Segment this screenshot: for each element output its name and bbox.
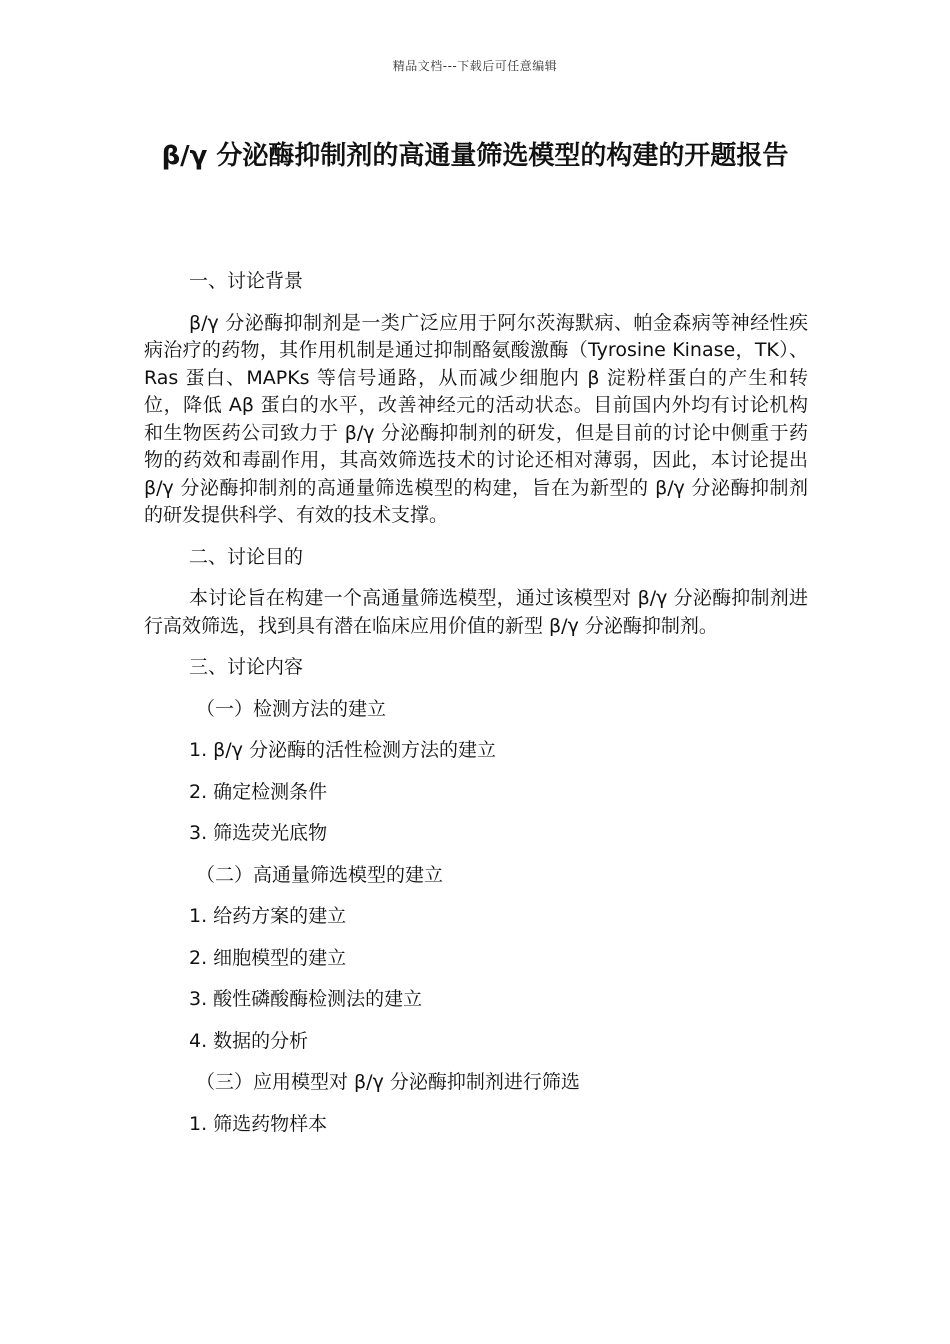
- header-note: 精品文档---下载后可任意编辑: [392, 59, 558, 73]
- section-heading-background: 一、讨论背景: [189, 270, 304, 292]
- list-item: 2. 细胞模型的建立: [189, 946, 347, 969]
- section-heading-purpose: 二、讨论目的: [189, 545, 304, 568]
- paragraph-background: β/γ 分泌酶抑制剂是一类广泛应用于阿尔茨海默病、帕金森病等神经性疾病治疗的药物，其作用机制是通过抑制酪氨酸激酶（Tyrosine Kinase，TK）、Ras 蛋白、MAPKs 等信号通路，从而减少细胞内 β 淀粉样蛋白的产生和转位，降低 Aβ 蛋白的水平，改善神经元的活动状态。目前国内外均有讨论机构和生物医药公司致力于 β/γ 分泌酶抑制剂的研发，但是目前的讨论中侧重于药物的药效和毒副作用，其高效筛选技术的讨论还相对薄弱，因此，本讨论提出 β/γ 分泌酶抑制剂的高通量筛选模型的构建，旨在为新型的 β/γ 分泌酶抑制剂的研发提供科学、有效的技术支撑。: [144, 311, 808, 526]
- document-body: [144, 268, 808, 1152]
- document-title: β/γ 分泌酶抑制剂的高通量筛选模型的构建的开题报告: [161, 141, 789, 171]
- list-item: 4. 数据的分析: [189, 1029, 309, 1052]
- section-heading-content: 三、讨论内容: [189, 656, 304, 678]
- list-item: 3. 筛选荧光底物: [189, 822, 328, 844]
- list-item: 3. 酸性磷酸酶检测法的建立: [189, 988, 423, 1010]
- subsection-heading-detection: （一）检测方法的建立: [196, 697, 387, 720]
- subsection-heading-screening: （三）应用模型对 β/γ 分泌酶抑制剂进行筛选: [196, 1071, 580, 1093]
- list-item: 1. 给药方案的建立: [189, 905, 347, 927]
- list-item: 2. 确定检测条件: [189, 780, 328, 803]
- paragraph-purpose: 本讨论旨在构建一个高通量筛选模型，通过该模型对 β/γ 分泌酶抑制剂进行高效筛选，找到具有潜在临床应用价值的新型 β/γ 分泌酶抑制剂。: [144, 587, 808, 637]
- subsection-heading-model: （二）高通量筛选模型的建立: [196, 863, 444, 886]
- list-item: 1. 筛选药物样本: [189, 1112, 328, 1135]
- list-item: 1. β/γ 分泌酶的活性检测方法的建立: [189, 739, 496, 761]
